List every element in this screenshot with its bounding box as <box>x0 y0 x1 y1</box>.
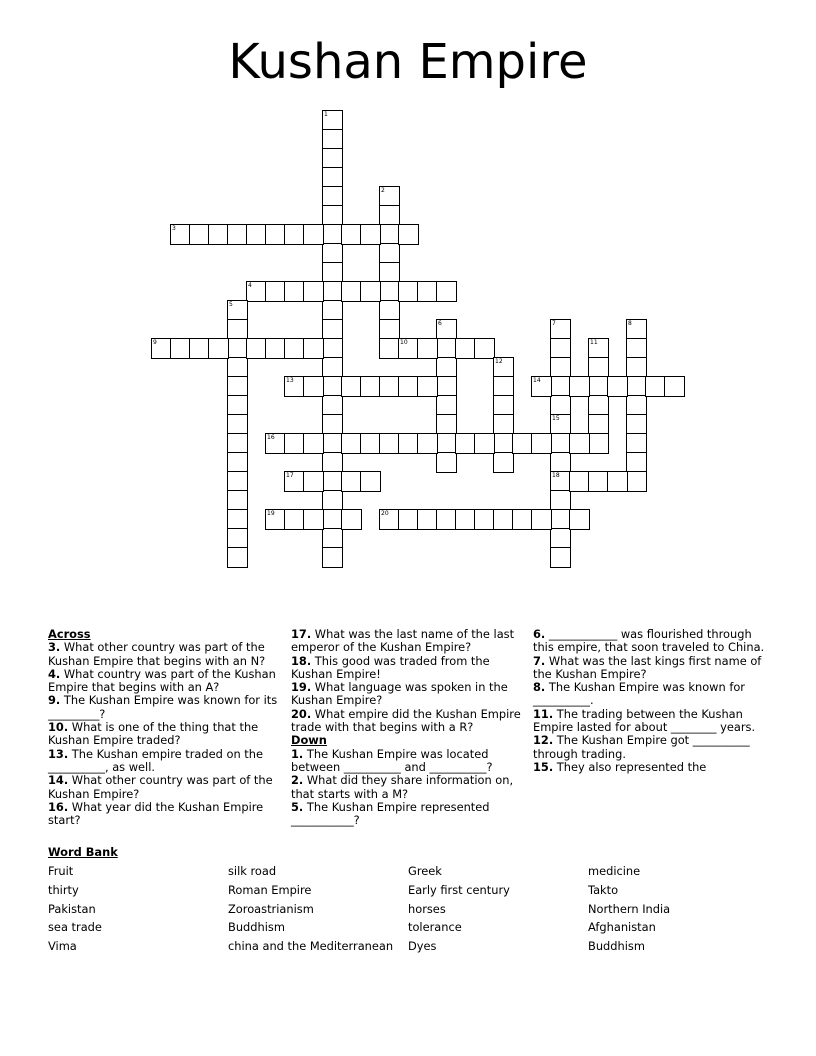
across-clue-10: 10. What is one of the thing that the Kushan Empire traded? <box>48 720 259 748</box>
crossword-cell[interactable] <box>607 376 628 397</box>
crossword-cell[interactable] <box>360 433 381 454</box>
crossword-cell[interactable] <box>588 357 609 378</box>
word-bank-item: Pakistan <box>48 902 96 916</box>
crossword-cell[interactable] <box>227 338 248 359</box>
crossword-cell[interactable] <box>322 110 343 131</box>
crossword-cell[interactable] <box>379 433 400 454</box>
crossword-cell[interactable] <box>417 281 438 302</box>
crossword-cell[interactable] <box>607 471 628 492</box>
across-clue-13: 13. The Kushan empire traded on the __________, as well. <box>48 746 263 774</box>
crossword-cell[interactable] <box>208 224 229 245</box>
crossword-cell[interactable] <box>151 338 172 359</box>
crossword-cell[interactable] <box>322 528 343 549</box>
crossword-cell[interactable] <box>417 376 438 397</box>
word-bank-item: Afghanistan <box>588 920 656 934</box>
crossword-cell[interactable] <box>626 433 647 454</box>
crossword-cell[interactable] <box>626 357 647 378</box>
word-bank-item: sea trade <box>48 920 102 934</box>
crossword-cell[interactable] <box>493 395 514 416</box>
crossword-cell[interactable] <box>284 281 305 302</box>
crossword-cell[interactable] <box>246 224 267 245</box>
crossword-cell[interactable] <box>493 433 514 454</box>
crossword-cell[interactable] <box>569 471 590 492</box>
crossword-cell[interactable] <box>550 509 571 530</box>
word-bank-item: Buddhism <box>228 920 285 934</box>
clue-number: 3 <box>172 225 176 232</box>
crossword-cell[interactable] <box>455 433 476 454</box>
crossword-cell[interactable] <box>436 414 457 435</box>
crossword-cell[interactable] <box>474 509 495 530</box>
crossword-cell[interactable] <box>341 281 362 302</box>
crossword-cell[interactable] <box>569 433 590 454</box>
clue-number: 11 <box>590 339 598 346</box>
crossword-cell[interactable] <box>436 357 457 378</box>
crossword-cell[interactable] <box>227 547 248 568</box>
crossword-cell[interactable] <box>265 224 286 245</box>
crossword-cell[interactable] <box>626 376 647 397</box>
crossword-cell[interactable] <box>626 414 647 435</box>
crossword-cell[interactable] <box>303 376 324 397</box>
crossword-cell[interactable] <box>284 338 305 359</box>
word-bank-item: china and the Mediterranean <box>228 939 394 953</box>
crossword-cell[interactable] <box>550 319 571 340</box>
crossword-cell[interactable] <box>436 509 457 530</box>
clue-number: 15 <box>552 415 560 422</box>
down-heading: Down <box>291 733 327 748</box>
across-clue-9: 9. The Kushan Empire was known for its _________? <box>48 693 278 721</box>
crossword-cell[interactable] <box>626 319 647 340</box>
word-bank-item: horses <box>408 902 446 916</box>
crossword-cell[interactable] <box>379 509 400 530</box>
crossword-cell[interactable] <box>227 224 248 245</box>
crossword-cell[interactable] <box>550 528 571 549</box>
word-bank-item: Dyes <box>408 939 437 953</box>
crossword-cell[interactable] <box>227 528 248 549</box>
crossword-cell[interactable] <box>360 281 381 302</box>
crossword-cell[interactable] <box>322 129 343 150</box>
crossword-cell[interactable] <box>322 281 343 302</box>
crossword-cell[interactable] <box>208 338 229 359</box>
across-clue-17: 17. What was the last name of the last emperor of the Kushan Empire? <box>291 627 515 655</box>
crossword-cell[interactable] <box>436 433 457 454</box>
crossword-cell[interactable] <box>322 186 343 207</box>
crossword-cell[interactable] <box>588 376 609 397</box>
down-clue-1: 1. The Kushan Empire was located between __________ and __________? <box>291 746 493 774</box>
crossword-cell[interactable] <box>550 433 571 454</box>
crossword-cell[interactable] <box>227 414 248 435</box>
crossword-cell[interactable] <box>322 433 343 454</box>
crossword-cell[interactable] <box>303 224 324 245</box>
crossword-cell[interactable] <box>360 224 381 245</box>
crossword-cell[interactable] <box>284 509 305 530</box>
crossword-cell[interactable] <box>550 452 571 473</box>
crossword-cell[interactable] <box>493 357 514 378</box>
down-clue-7: 7. What was the last kings first name of the Kushan Empire? <box>533 653 762 681</box>
clue-number: 10 <box>400 339 408 346</box>
crossword-cell[interactable] <box>341 471 362 492</box>
crossword-cell[interactable] <box>379 281 400 302</box>
crossword-cell[interactable] <box>588 414 609 435</box>
crossword-cell[interactable] <box>550 471 571 492</box>
word-bank-item: Roman Empire <box>228 883 312 897</box>
crossword-cell[interactable] <box>588 471 609 492</box>
word-bank-item: medicine <box>588 864 641 878</box>
crossword-cell[interactable] <box>246 281 267 302</box>
word-bank-item: thirty <box>48 883 79 897</box>
crossword-cell[interactable] <box>322 547 343 568</box>
crossword-cell[interactable] <box>531 376 552 397</box>
clues-column-3 <box>533 628 765 774</box>
crossword-cell[interactable] <box>569 376 590 397</box>
crossword-cell[interactable] <box>664 376 685 397</box>
word-bank-item: Early first century <box>408 883 510 897</box>
crossword-cell[interactable] <box>379 243 400 264</box>
crossword-cell[interactable] <box>284 376 305 397</box>
crossword-cell[interactable] <box>170 338 191 359</box>
clue-number: 1 <box>324 111 328 118</box>
crossword-cell[interactable] <box>398 433 419 454</box>
crossword-cell[interactable] <box>322 243 343 264</box>
crossword-cell[interactable] <box>436 395 457 416</box>
crossword-cell[interactable] <box>493 452 514 473</box>
crossword-cell[interactable] <box>512 433 533 454</box>
crossword-cell[interactable] <box>284 433 305 454</box>
crossword-cell[interactable] <box>493 414 514 435</box>
clue-number: 8 <box>628 320 632 327</box>
crossword-cell[interactable] <box>322 376 343 397</box>
word-bank-item: Northern India <box>588 902 671 916</box>
crossword-cell[interactable] <box>588 433 609 454</box>
down-clue-8: 8. The Kushan Empire was known for __________. <box>533 680 745 708</box>
clues-column-2 <box>291 628 523 827</box>
clue-number: 19 <box>267 510 275 517</box>
crossword-cell[interactable] <box>550 490 571 511</box>
word-bank-item: tolerance <box>408 920 462 934</box>
crossword-cell[interactable] <box>436 319 457 340</box>
crossword-cell[interactable] <box>322 319 343 340</box>
crossword-cell[interactable] <box>436 452 457 473</box>
across-clue-14: 14. What other country was part of the Kushan Empire? <box>48 773 273 801</box>
crossword-cell[interactable] <box>493 509 514 530</box>
word-bank-item: Buddhism <box>588 939 645 953</box>
crossword-cell[interactable] <box>417 433 438 454</box>
word-bank-item: Fruit <box>48 864 74 878</box>
puzzle-title: Kushan Empire <box>228 34 588 90</box>
clue-number: 12 <box>495 358 503 365</box>
crossword-cell[interactable] <box>322 300 343 321</box>
crossword-cell[interactable] <box>303 471 324 492</box>
crossword-cell[interactable] <box>360 471 381 492</box>
crossword-cell[interactable] <box>626 338 647 359</box>
crossword-cell[interactable] <box>550 338 571 359</box>
crossword-cell[interactable] <box>265 433 286 454</box>
down-clue-2: 2. What did they share information on, that starts with a M? <box>291 773 514 801</box>
across-clue-18: 18. This good was traded from the Kushan Empire! <box>291 653 490 681</box>
crossword-cell[interactable] <box>474 433 495 454</box>
crossword-cell[interactable] <box>265 509 286 530</box>
clue-number: 20 <box>381 510 389 517</box>
crossword-cell[interactable] <box>588 338 609 359</box>
crossword-cell[interactable] <box>189 224 210 245</box>
crossword-cell[interactable] <box>398 224 419 245</box>
crossword-cell[interactable] <box>322 148 343 169</box>
across-clue-16: 16. What year did the Kushan Empire start? <box>48 799 264 828</box>
crossword-cell[interactable] <box>227 452 248 473</box>
clue-number: 17 <box>286 472 294 479</box>
crossword-cell[interactable] <box>322 205 343 226</box>
crossword-cell[interactable] <box>170 224 191 245</box>
crossword-cell[interactable] <box>265 281 286 302</box>
crossword-cell[interactable] <box>379 338 400 359</box>
crossword-cell[interactable] <box>474 338 495 359</box>
crossword-cell[interactable] <box>322 167 343 188</box>
crossword-cell[interactable] <box>341 224 362 245</box>
down-clue-15: 15. They also represented the <box>533 759 707 774</box>
crossword-cell[interactable] <box>303 433 324 454</box>
down-clue-12: 12. The Kushan Empire got __________ through trading. <box>533 733 750 761</box>
crossword-cell[interactable] <box>189 338 210 359</box>
crossword-cell[interactable] <box>398 376 419 397</box>
clue-number: 5 <box>229 301 233 308</box>
crossword-cell[interactable] <box>436 338 457 359</box>
across-heading: Across <box>48 627 91 641</box>
crossword-cell[interactable] <box>322 338 343 359</box>
crossword-cell[interactable] <box>379 224 400 245</box>
crossword-cell[interactable] <box>588 395 609 416</box>
crossword-cell[interactable] <box>455 509 476 530</box>
down-clue-11: 11. The trading between the Kushan Empire lasted for about ________ years. <box>533 706 756 735</box>
word-bank-item: silk road <box>228 864 277 878</box>
crossword-cell[interactable] <box>246 338 267 359</box>
crossword-cell[interactable] <box>322 224 343 245</box>
word-bank-item: Takto <box>588 883 619 897</box>
crossword-cell[interactable] <box>227 357 248 378</box>
down-clue-5: 5. The Kushan Empire represented ___________? <box>291 799 490 828</box>
crossword-cell[interactable] <box>398 509 419 530</box>
crossword-cell[interactable] <box>322 490 343 511</box>
crossword-cell[interactable] <box>227 433 248 454</box>
crossword-cell[interactable] <box>379 376 400 397</box>
crossword-cell[interactable] <box>322 452 343 473</box>
word-bank-item: Zoroastrianism <box>228 902 314 916</box>
crossword-cell[interactable] <box>341 376 362 397</box>
crossword-cell[interactable] <box>626 395 647 416</box>
crossword-cell[interactable] <box>227 376 248 397</box>
clue-number: 9 <box>153 339 157 346</box>
clues-column-1 <box>48 628 278 827</box>
crossword-cell[interactable] <box>379 186 400 207</box>
crossword-cell[interactable] <box>227 300 248 321</box>
crossword-cell[interactable] <box>436 281 457 302</box>
crossword-cell[interactable] <box>341 433 362 454</box>
crossword-cell[interactable] <box>550 395 571 416</box>
crossword-cell[interactable] <box>379 319 400 340</box>
across-clue-20: 20. What empire did the Kushan Empire trade with that begins with a R? <box>291 706 521 735</box>
crossword-cell[interactable] <box>645 376 666 397</box>
crossword-cell[interactable] <box>626 452 647 473</box>
crossword-cell[interactable] <box>322 471 343 492</box>
crossword-cell[interactable] <box>322 509 343 530</box>
crossword-cell[interactable] <box>322 414 343 435</box>
crossword-cell[interactable] <box>379 300 400 321</box>
crossword-cell[interactable] <box>284 224 305 245</box>
word-bank-item: Greek <box>408 864 442 878</box>
crossword-cell[interactable] <box>398 338 419 359</box>
crossword-cell[interactable] <box>379 205 400 226</box>
crossword-cell[interactable] <box>284 471 305 492</box>
crossword-cell[interactable] <box>322 262 343 283</box>
crossword-cell[interactable] <box>398 281 419 302</box>
crossword-cell[interactable] <box>341 509 362 530</box>
clue-number: 13 <box>286 377 294 384</box>
crossword-cell[interactable] <box>417 509 438 530</box>
crossword-cell[interactable] <box>455 338 476 359</box>
crossword-cell[interactable] <box>227 509 248 530</box>
crossword-cell[interactable] <box>436 376 457 397</box>
crossword-cell[interactable] <box>550 376 571 397</box>
crossword-cell[interactable] <box>550 357 571 378</box>
crossword-cell[interactable] <box>569 509 590 530</box>
across-clue-4: 4. What country was part of the Kushan Empire that begins with an A? <box>48 666 276 695</box>
crossword-cell[interactable] <box>303 509 324 530</box>
clue-number: 18 <box>552 472 560 479</box>
crossword-cell[interactable] <box>322 395 343 416</box>
crossword-cell[interactable] <box>303 338 324 359</box>
across-clue-19: 19. What language was spoken in the Kushan Empire? <box>291 680 508 708</box>
crossword-cell[interactable] <box>550 414 571 435</box>
crossword-cell[interactable] <box>303 281 324 302</box>
crossword-cell[interactable] <box>360 376 381 397</box>
down-clue-6: 6. ____________ was flourished through this empire, that soon traveled to China. <box>533 627 765 655</box>
crossword-cell[interactable] <box>227 471 248 492</box>
clue-number: 4 <box>248 282 252 289</box>
crossword-cell[interactable] <box>493 376 514 397</box>
clue-number: 2 <box>381 187 385 194</box>
clue-number: 14 <box>533 377 541 384</box>
word-bank-heading: Word Bank <box>48 845 118 859</box>
clue-number: 6 <box>438 320 442 327</box>
clue-number: 7 <box>552 320 556 327</box>
crossword-cell[interactable] <box>379 262 400 283</box>
crossword-cell[interactable] <box>322 357 343 378</box>
crossword-cell[interactable] <box>227 490 248 511</box>
crossword-cell[interactable] <box>531 509 552 530</box>
word-bank-item: Vima <box>48 939 77 953</box>
crossword-cell[interactable] <box>417 338 438 359</box>
crossword-cell[interactable] <box>227 319 248 340</box>
across-clue-3: 3. What other country was part of the Kushan Empire that begins with an N? <box>48 640 266 668</box>
crossword-cell[interactable] <box>531 433 552 454</box>
clue-number: 16 <box>267 434 275 441</box>
crossword-cell[interactable] <box>626 471 647 492</box>
crossword-cell[interactable] <box>227 395 248 416</box>
crossword-cell[interactable] <box>512 509 533 530</box>
crossword-cell[interactable] <box>265 338 286 359</box>
crossword-cell[interactable] <box>550 547 571 568</box>
